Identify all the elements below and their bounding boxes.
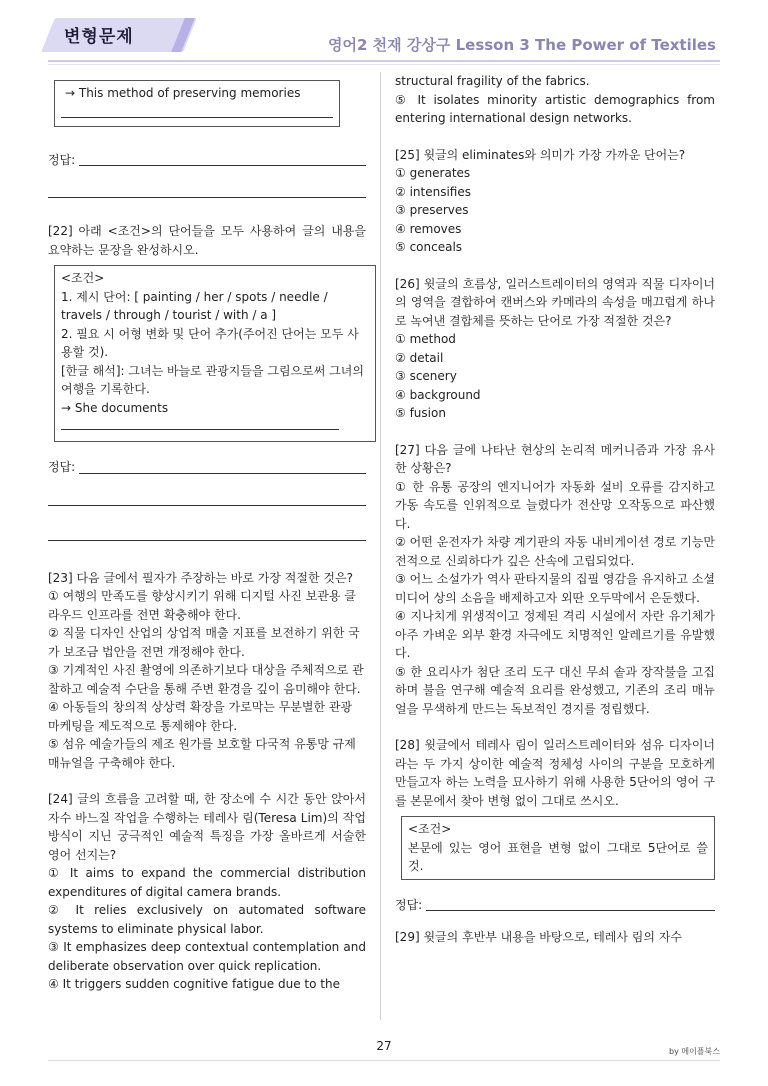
question-27-option-4[interactable]: ④ 지나치게 위생적이고 정제된 격리 시설에서 자란 유기체가 아주 가벼운 외부 환경 자극에도 치명적인 알레르기를 유발했다. [395, 609, 715, 660]
answer-blank[interactable] [426, 910, 715, 911]
question-23-option-1[interactable]: ① 여행의 만족도를 향상시키기 위해 디지털 사진 보관용 클라우드 인프라를 전면 확충해야 한다. [48, 589, 356, 622]
question-28-stem: [28] 윗글에서 테레사 림이 일러스트레이터와 섬유 디자이너라는 두 가지 상이한 예술적 정체성 사이의 구분을 모호하게 만들고자 하는 노력을 묘사하기 위해 사용한 5단어의 영어 구를 본문에서 찾아 변형 없이 그대로 쓰시오. [395, 738, 715, 808]
question-24-option-3[interactable]: ③ It emphasizes deep contextual contemplation and deliberate observation over quick replication. [48, 940, 366, 973]
header-rule-thin [48, 64, 720, 65]
title-korean: 영어2 천재 강상구 [328, 36, 451, 54]
condition-1: 본문에 있는 영어 표현을 변형 없이 그대로 5단어로 쓸 것. [408, 840, 708, 873]
box-blank-line [61, 117, 333, 118]
answer-label: 정답: [48, 152, 76, 167]
question-25-option-3[interactable]: ③ preserves [395, 203, 469, 217]
question-27-option-2[interactable]: ② 어떤 운전자가 차량 계기판의 자동 내비게이션 경로 기능만 전적으로 신뢰하다가 깊은 산속에 고립되었다. [395, 535, 715, 568]
question-27-option-1[interactable]: ① 한 유통 공장의 엔지니어가 자동화 설비 오류를 감지하고 가동 속도를 인위적으로 늘렸다가 전산망 오작동으로 파산했다. [395, 479, 715, 531]
answer-blank[interactable] [79, 473, 366, 474]
question-25-option-4[interactable]: ④ removes [395, 221, 462, 236]
answer-label: 정답: [395, 897, 423, 912]
question-26-option-4[interactable]: ④ background [395, 387, 481, 402]
question-24-option-4-cont: structural fragility of the fabrics. [395, 74, 590, 88]
question-23-option-2[interactable]: ② 직물 디자인 산업의 상업적 매출 지표를 보전하기 위한 국가 보조금 법안을 전면 개정해야 한다. [48, 626, 360, 659]
question-25-option-2[interactable]: ② intensifies [395, 184, 471, 199]
box-prompt: → This method of preserving memories [65, 86, 301, 100]
question-24-option-4[interactable]: ④ It triggers sudden cognitive fatigue due to the [48, 977, 340, 991]
question-27-stem: [27] 다음 글에 나타난 현상의 논리적 메커니즘과 가장 유사한 상황은? [395, 442, 715, 475]
condition-title: <조건> [61, 271, 105, 285]
question-23-option-3[interactable]: ③ 기계적인 사진 촬영에 의존하기보다 대상을 주체적으로 관찰하고 예술적 수단을 통해 주변 환경을 깊이 음미해야 한다. [48, 663, 364, 696]
question-29-stem: [29] 윗글의 후반부 내용을 바탕으로, 테레사 림의 자수 [395, 930, 682, 944]
condition-box-28 [401, 816, 715, 880]
page-title [328, 34, 716, 55]
question-23-option-5[interactable]: ⑤ 섬유 예술가들의 제조 원가를 보호할 다국적 유통망 규제 매뉴얼을 구축해야 한다. [48, 737, 356, 770]
footer-rule [48, 1060, 720, 1061]
answer-row-22 [48, 458, 366, 477]
page-number: 27 [376, 1039, 392, 1053]
question-25-stem: [25] 윗글의 eliminates와 의미가 가장 가까운 단어는? [395, 147, 686, 162]
title-english: Lesson 3 The Power of Textiles [450, 36, 716, 54]
answer-row-28 [395, 896, 715, 915]
answer-row-21 [48, 151, 366, 170]
left-column [48, 72, 366, 994]
question-24-stem: [24] 글의 흐름을 고려할 때, 한 장소에 수 시간 동안 앉아서 자수 바느질 작업을 수행하는 테레사 림(Teresa Lim)의 작업 방식이 지닌 궁극적인 예술적 특징을 가장 올바르게 서술한 영어 선지는? [48, 792, 366, 862]
question-27-option-5[interactable]: ⑤ 한 요리사가 첨단 조리 도구 대신 무쇠 솥과 장작불을 고집하며 불을 연구해 예술적 요리를 완성했고, 기존의 조리 매뉴얼을 무색하게 만드는 독보적인 경지를 정립했다. [395, 664, 715, 716]
condition-box-22 [54, 265, 376, 442]
question-25-option-5[interactable]: ⑤ conceals [395, 240, 463, 254]
header-rule [48, 60, 720, 62]
question-24-option-5[interactable]: ⑤ It isolates minority artistic demographics from entering international design networks. [395, 92, 715, 125]
question-24-option-1[interactable]: ① It aims to expand the commercial distribution expenditures of digital camera brands. [48, 866, 366, 899]
question-23-stem: [23] 다음 글에서 필자가 주장하는 바로 가장 적절한 것은? [48, 570, 353, 585]
condition-3: [한글 해석]: 그녀는 바늘로 관광지들을 그림으로써 그녀의 여행을 기록한다. [61, 363, 364, 396]
question-26-option-2[interactable]: ② detail [395, 350, 444, 365]
condition-1: 1. 제시 단어: [ painting / her / spots / needle / travels / through / tourist / with / a ] [61, 289, 328, 322]
section-badge-label: 변형문제 [64, 27, 134, 47]
question-27-option-3[interactable]: ③ 어느 소설가가 역사 판타지물의 집필 영감을 유지하고 소셜 미디어 상의 소음을 배제하고자 외딴 오두막에서 은둔했다. [395, 572, 715, 605]
condition-blank-line [61, 429, 339, 430]
question-26-option-3[interactable]: ③ scenery [395, 369, 457, 383]
question-23-option-4[interactable]: ④ 아동들의 창의적 상상력 확장을 가로막는 무분별한 관광 마케팅을 제도적으로 통제해야 한다. [48, 700, 353, 733]
right-column [395, 72, 715, 947]
column-divider [380, 72, 381, 1020]
condition-4: → She documents [61, 400, 169, 415]
condition-title: <조건> [408, 822, 452, 836]
question-26-option-1[interactable]: ① method [395, 332, 456, 346]
answer-box-prev [54, 80, 340, 127]
page-header [0, 0, 768, 70]
condition-2: 2. 필요 시 어형 변화 및 단어 추가(주어진 단어는 모두 사용할 것). [61, 326, 359, 359]
answer-label: 정답: [48, 460, 76, 474]
publisher-brand: by 메이플북스 [669, 1047, 720, 1056]
question-26-stem: [26] 윗글의 흐름상, 일러스트레이터의 영역과 직물 디자이너의 영역을 결합하여 캔버스와 카메라의 속성을 매끄럽게 하나로 녹여낸 결합체를 뜻하는 단어로 가장 적절한 것은? [395, 276, 715, 328]
question-22-stem: [22] 아래 <조건>의 단어들을 모두 사용하여 글의 내용을 요약하는 문장을 완성하시오. [48, 224, 366, 257]
question-26-option-5[interactable]: ⑤ fusion [395, 406, 446, 420]
answer-blank[interactable] [79, 165, 366, 166]
question-24-option-2[interactable]: ② It relies exclusively on automated software systems to eliminate physical labor. [48, 903, 366, 936]
question-25-option-1[interactable]: ① generates [395, 166, 471, 180]
